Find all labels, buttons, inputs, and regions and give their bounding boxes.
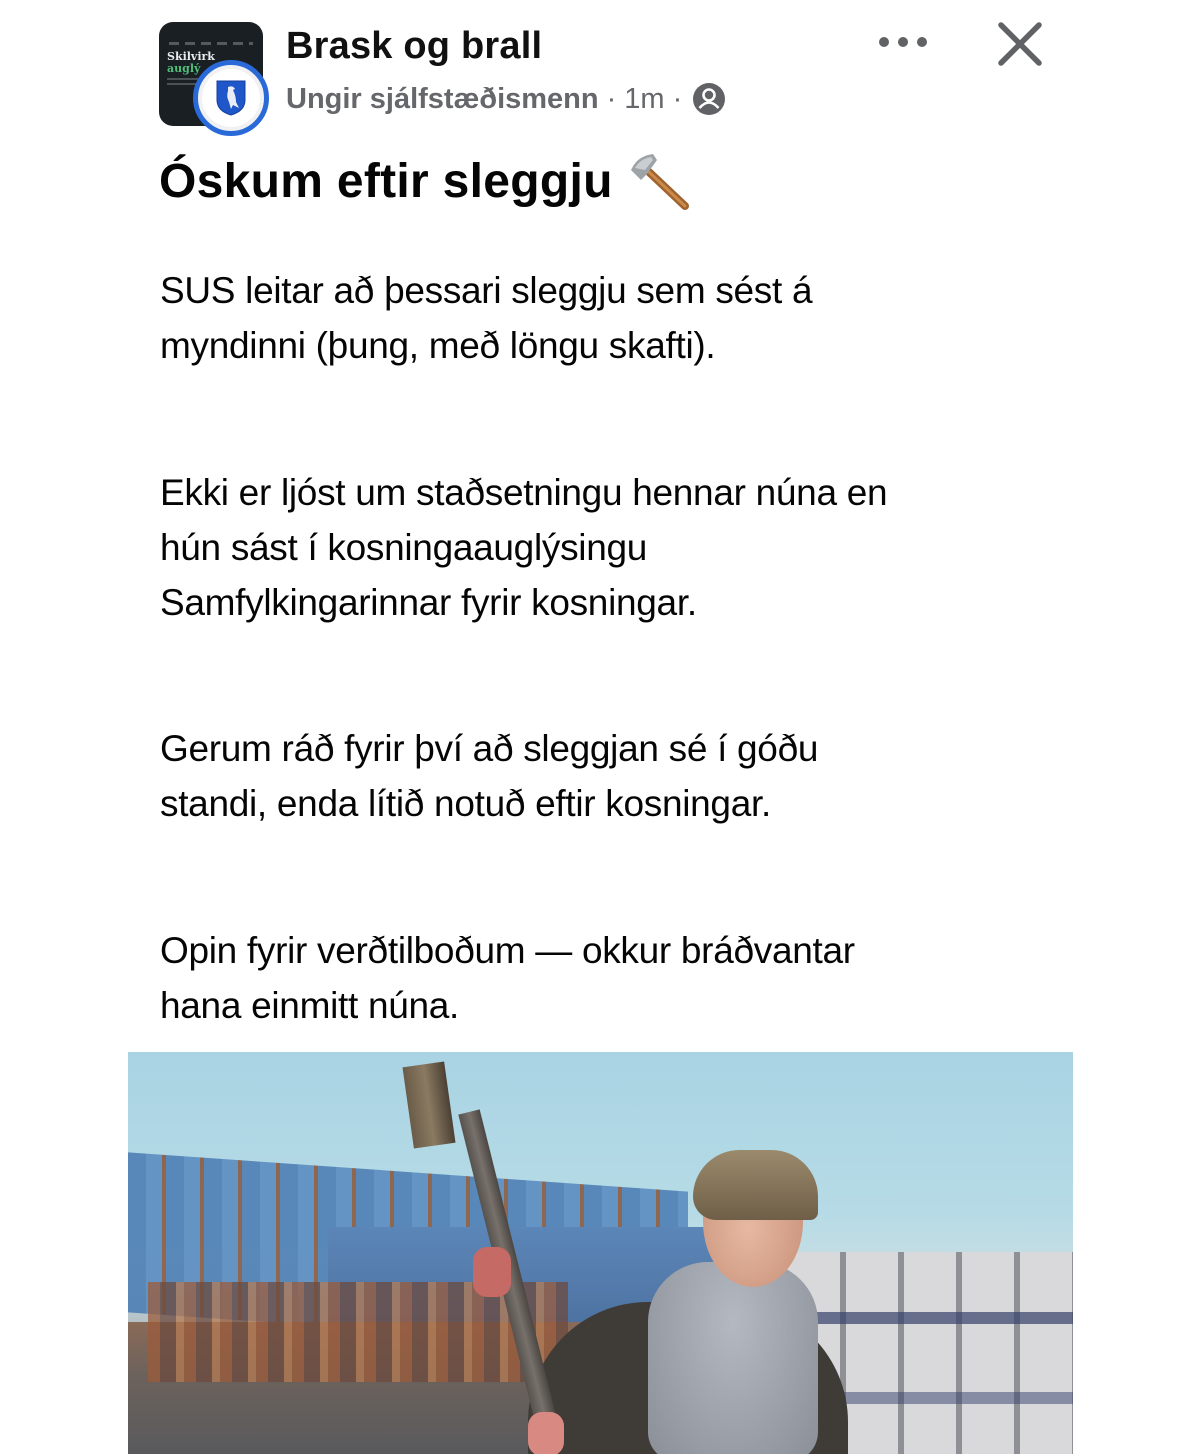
- paragraph-line: Gerum ráð fyrir því að sleggjan sé í góðu: [160, 728, 819, 769]
- paragraph-line: Ekki er ljóst um staðsetningu hennar núna en: [160, 472, 888, 513]
- author-avatar[interactable]: [193, 60, 269, 136]
- more-horizontal-icon: [876, 35, 932, 49]
- photo-hair: [693, 1150, 818, 1220]
- post-title-text: Óskum eftir sleggju: [159, 154, 613, 208]
- post-meta: [286, 82, 726, 116]
- group-avatar-text-1: Skilvirk: [167, 50, 215, 63]
- timestamp-link[interactable]: 1m: [624, 82, 665, 115]
- photo-hand: [473, 1247, 511, 1297]
- page-name-link[interactable]: Brask og brall: [286, 25, 543, 67]
- paragraph-line: hana einmitt núna.: [160, 985, 460, 1026]
- paragraph-line: Samfylkingarinnar fyrir kosningar.: [160, 582, 697, 623]
- post-paragraph-2: [160, 465, 1040, 630]
- author-name-link[interactable]: Ungir sjálfstæðismenn: [286, 82, 599, 115]
- separator: ·: [672, 82, 683, 115]
- more-options-button[interactable]: [872, 24, 936, 60]
- group-avatar-nav: [169, 42, 253, 45]
- photo-scarf: [648, 1262, 818, 1454]
- paragraph-line: hún sást í kosningaauglýsingu: [160, 527, 648, 568]
- paragraph-line: SUS leitar að þessari sleggju sem sést á: [160, 270, 813, 311]
- falcon-shield-icon: [216, 80, 246, 116]
- group-avatar-text-2: auglý: [167, 62, 201, 75]
- post-paragraph-1: [160, 263, 1040, 373]
- post-paragraph-4: [160, 923, 1040, 1033]
- post-paragraph-3: [160, 721, 1040, 831]
- close-icon: [997, 21, 1043, 67]
- audience-icon[interactable]: [692, 82, 726, 116]
- avatar-stack[interactable]: [159, 22, 269, 132]
- post-photo[interactable]: [128, 1052, 1073, 1454]
- post-title: [159, 150, 691, 212]
- paragraph-line: Opin fyrir verðtilboðum — okkur bráðvantar: [160, 930, 855, 971]
- paragraph-line: myndinni (þung, með löngu skafti).: [160, 325, 716, 366]
- photo-hand: [528, 1412, 564, 1454]
- paragraph-line: standi, enda lítið notuð eftir kosningar.: [160, 783, 771, 824]
- photo-sledgehammer-head: [402, 1061, 455, 1148]
- separator: ·: [606, 82, 617, 115]
- hammer-icon: [627, 150, 691, 212]
- close-button[interactable]: [990, 14, 1050, 74]
